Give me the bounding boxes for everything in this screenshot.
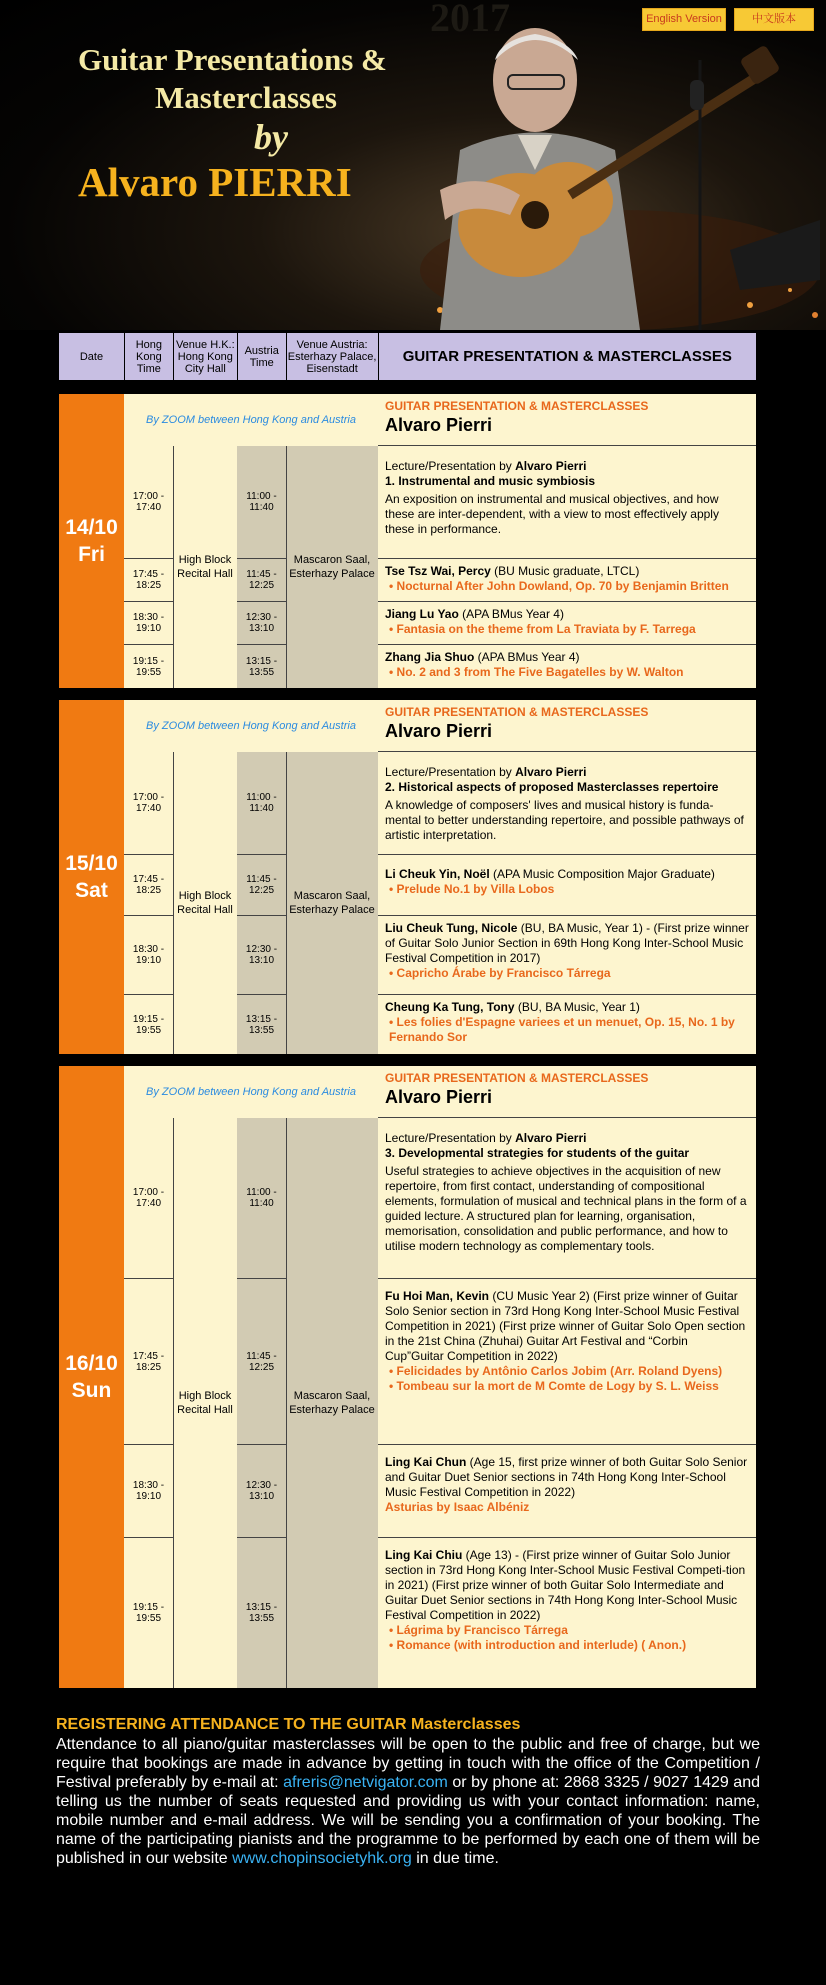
repertoire-item: • Romance (with introduction and interlude) ( Anon.) [389, 1638, 687, 1652]
hk-time: 18:30 - 19:10 [124, 1445, 174, 1538]
performer: Fu Hoi Man, Kevin [385, 1289, 490, 1303]
repertoire-item: • Prelude No.1 by Villa Lobos [389, 882, 555, 896]
slot-lecture [378, 752, 756, 855]
day-block-sat [59, 700, 756, 1054]
performer-info: (Age 13) - (First prize winner of Guitar Solo Junior section in 73rd Hong Kong Inter-School Music Festival Competi-tion in 2021) (First prize winner of both Guitar Solo Intermediate and Guitar Duet Senior sections in 74th Hong Kong Inter-School Music Festival Competition in 2022) [385, 1548, 746, 1622]
zoom-note: By ZOOM between Hong Kong and Austria [124, 700, 378, 753]
repertoire-item: Asturias by Isaac Albéniz [385, 1500, 530, 1514]
header-date: Date [59, 333, 125, 380]
austria-time: 11:00 - 11:40 [237, 446, 287, 559]
repertoire-item: • Capricho Árabe by Francisco Tárrega [389, 966, 611, 980]
performer-info: (BU, BA Music, Year 1) [514, 1000, 640, 1014]
zoom-note: By ZOOM between Hong Kong and Austria [124, 1066, 378, 1119]
slot-performer [378, 602, 756, 645]
performer: Jiang Lu Yao [385, 607, 459, 621]
austria-time: 13:15 - 13:55 [237, 1538, 287, 1688]
austria-time: 11:45 - 12:25 [237, 1279, 287, 1445]
schedule-header [59, 333, 756, 380]
registration-text [56, 1735, 760, 1868]
lecture-title: 2. Historical aspects of proposed Masterclasses repertoire [385, 780, 719, 794]
email-link[interactable]: afreris@netvigator.com [283, 1774, 448, 1791]
performer-info: (BU, BA Music, Year 1) - (First prize winner of Guitar Solo Junior Section in 69th Hong Kong Inter-School Music Festival Competition in 2017) [385, 921, 749, 965]
hk-time: 19:15 - 19:55 [124, 645, 174, 688]
austria-time: 12:30 - 13:10 [237, 602, 287, 645]
hk-time: 19:15 - 19:55 [124, 995, 174, 1054]
hk-time: 17:45 - 18:25 [124, 559, 174, 602]
hk-time: 17:45 - 18:25 [124, 1279, 174, 1445]
austria-time: 13:15 - 13:55 [237, 995, 287, 1054]
repertoire-item: • Fantasia on the theme from La Traviata by F. Tarrega [389, 622, 696, 636]
english-version-button[interactable]: English Version [642, 8, 726, 31]
slot-lecture [378, 446, 756, 559]
performer: Li Cheuk Yin, Noël [385, 867, 490, 881]
venue-hk: High Block Recital Hall [173, 752, 238, 1054]
registration-text-part: in due time. [411, 1850, 499, 1867]
hk-time: 18:30 - 19:10 [124, 916, 174, 995]
performer: Liu Cheuk Tung, Nicole [385, 921, 518, 935]
performer: Ling Kai Chun [385, 1455, 467, 1469]
performer-info: (BU Music graduate, LTCL) [490, 564, 640, 578]
title-line-1: Guitar Presentations & [78, 42, 387, 77]
austria-time: 12:30 - 13:10 [237, 916, 287, 995]
austria-time: 11:45 - 12:25 [237, 855, 287, 916]
day-date: 16/10 [65, 1352, 118, 1375]
austria-time: 11:00 - 11:40 [237, 752, 287, 855]
day-date: 15/10 [65, 852, 118, 875]
hk-time: 17:00 - 17:40 [124, 1118, 174, 1279]
performer-info: (APA BMus Year 4) [474, 650, 580, 664]
registration-heading: REGISTERING ATTENDANCE TO THE GUITAR Masterclasses [56, 1716, 521, 1733]
hk-time: 19:15 - 19:55 [124, 1538, 174, 1688]
lecture-description: An exposition on instrumental and musical objectives, and how these are inter-dependent, with a view to most effectively apply these in performance. [385, 492, 719, 536]
slot-performer [378, 645, 756, 688]
slot-performer [378, 916, 756, 995]
lecture-label: Lecture/Presentation by [385, 459, 516, 473]
lecture-presenter: Alvaro Pierri [515, 459, 587, 473]
chinese-version-button[interactable]: 中文版本 [734, 8, 814, 31]
day-label [59, 1066, 124, 1688]
austria-time: 11:00 - 11:40 [237, 1118, 287, 1279]
repertoire-item: • No. 2 and 3 from The Five Bagatelles by W. Walton [389, 665, 684, 679]
austria-time: 12:30 - 13:10 [237, 1445, 287, 1538]
repertoire-item: • Nocturnal After John Dowland, Op. 70 by Benjamin Britten [389, 579, 729, 593]
hk-time: 18:30 - 19:10 [124, 602, 174, 645]
year-watermark: 2017 [430, 0, 510, 40]
presenter-name: Alvaro Pierri [385, 1087, 493, 1107]
lecture-title: 1. Instrumental and music symbiosis [385, 474, 596, 488]
lecture-description: A knowledge of composers' lives and musical history is funda-mental to better understanding repertoire, and possible pathways of artistic interpretation. [385, 798, 744, 842]
guitarist-photo [400, 20, 820, 330]
venue-austria: Mascaron Saal, Esterhazy Palace [286, 752, 379, 1054]
performer: Zhang Jia Shuo [385, 650, 475, 664]
lecture-description: Useful strategies to achieve objectives in the acquisition of new repertoire, from first contact, understanding of compositional elements, formulation of musical and technical plans in the form of a guided lecture. A structured plan for learning, organisation, memorisation, consolidation and public performance, and how to utilise modern technology as complementary tools. [385, 1164, 747, 1253]
program-label: GUITAR PRESENTATION & MASTERCLASSES [385, 1071, 649, 1085]
repertoire-item: • Tombeau sur la mort de M Comte de Logy by S. L. Weiss [389, 1379, 719, 1393]
slot-performer [378, 995, 756, 1054]
venue-austria: Mascaron Saal, Esterhazy Palace [286, 446, 379, 688]
day-weekday: Sat [75, 879, 108, 902]
repertoire-item: • Lágrima by Francisco Tárrega [389, 1623, 568, 1637]
hk-time: 17:45 - 18:25 [124, 855, 174, 916]
title-line-2: Masterclasses [155, 80, 337, 115]
performer-info: (APA BMus Year 4) [458, 607, 564, 621]
performer: Tse Tsz Wai, Percy [385, 564, 491, 578]
program-heading [378, 700, 756, 752]
program-label: GUITAR PRESENTATION & MASTERCLASSES [385, 705, 649, 719]
slot-performer [378, 1445, 756, 1538]
slot-performer [378, 1279, 756, 1445]
performer-name: Alvaro PIERRI [78, 159, 352, 205]
hk-time: 17:00 - 17:40 [124, 752, 174, 855]
presenter-name: Alvaro Pierri [385, 415, 493, 435]
header-venue-austria: Venue Austria: Esterhazy Palace, Eisenstadt [287, 333, 379, 380]
lecture-presenter: Alvaro Pierri [515, 765, 587, 779]
performer: Ling Kai Chiu [385, 1548, 463, 1562]
hk-time: 17:00 - 17:40 [124, 446, 174, 559]
hero-banner [0, 0, 826, 330]
performer-info: (APA Music Composition Major Graduate) [489, 867, 715, 881]
program-label: GUITAR PRESENTATION & MASTERCLASSES [385, 399, 649, 413]
registration-text-part: Attendance to all piano/guitar masterclasses will be open to the public and free of charge, but we require that bookings are made in advance by getting in touch with the office of the Competition / Festival preferably by e-mail at: [56, 1736, 760, 1791]
presenter-name: Alvaro Pierri [385, 721, 493, 741]
repertoire-item: • Felicidades by Antônio Carlos Jobim (Arr. Roland Dyens) [389, 1364, 723, 1378]
day-block-fri [59, 394, 756, 688]
lecture-label: Lecture/Presentation by [385, 765, 516, 779]
performer-info: (Age 15, first prize winner of both Guitar Solo Senior and Guitar Duet Senior sections in 74th Hong Kong Inter-School Music Festival Competition in 2022) [385, 1455, 748, 1499]
zoom-note: By ZOOM between Hong Kong and Austria [124, 394, 378, 447]
website-link[interactable]: www.chopinsocietyhk.org [232, 1850, 412, 1867]
slot-lecture [378, 1118, 756, 1279]
lecture-presenter: Alvaro Pierri [515, 1131, 587, 1145]
registration-text-part: or by phone at: 2868 3325 / 9027 1429 and telling us the number of seats requested and providing us with your contact information: name, mobile number and e-mail address. We will be sending you a confirmation of your booking. The name of the participating pianists and the programme to be performed by each one of them will be published in our website [56, 1774, 760, 1867]
header-austria-time: Austria Time [238, 333, 287, 380]
venue-hk: High Block Recital Hall [173, 446, 238, 688]
slot-performer [378, 1538, 756, 1688]
day-label [59, 700, 124, 1054]
program-heading [378, 1066, 756, 1118]
program-heading [378, 394, 756, 446]
header-hk-time: Hong Kong Time [125, 333, 174, 380]
austria-time: 11:45 - 12:25 [237, 559, 287, 602]
slot-performer [378, 855, 756, 916]
day-label [59, 394, 124, 688]
header-program: GUITAR PRESENTATION & MASTERCLASSES [379, 333, 756, 380]
header-venue-hk: Venue H.K.: Hong Kong City Hall [174, 333, 238, 380]
title-by: by [254, 117, 288, 157]
registration-section [56, 1715, 760, 1868]
performer-info: (CU Music Year 2) (First prize winner of Guitar Solo Senior section in 73rd Hong Kong Inter-School Music Festival Competition in 2021) (First prize winner of Guitar Solo Open section in the 21st China (Zhuhai) Guitar Art Festival and “Corbin Cup”Guitar Competition in 2022) [385, 1289, 746, 1363]
lecture-label: Lecture/Presentation by [385, 1131, 516, 1145]
performer: Cheung Ka Tung, Tony [385, 1000, 515, 1014]
venue-austria: Mascaron Saal, Esterhazy Palace [286, 1118, 379, 1688]
day-weekday: Fri [78, 543, 105, 566]
repertoire-item: • Les folies d'Espagne variees et un menuet, Op. 15, No. 1 by Fernando Sor [389, 1015, 735, 1044]
venue-hk: High Block Recital Hall [173, 1118, 238, 1688]
day-block-sun [59, 1066, 756, 1688]
day-date: 14/10 [65, 516, 118, 539]
slot-performer [378, 559, 756, 602]
day-weekday: Sun [71, 1379, 112, 1402]
austria-time: 13:15 - 13:55 [237, 645, 287, 688]
lecture-title: 3. Developmental strategies for students of the guitar [385, 1146, 690, 1160]
